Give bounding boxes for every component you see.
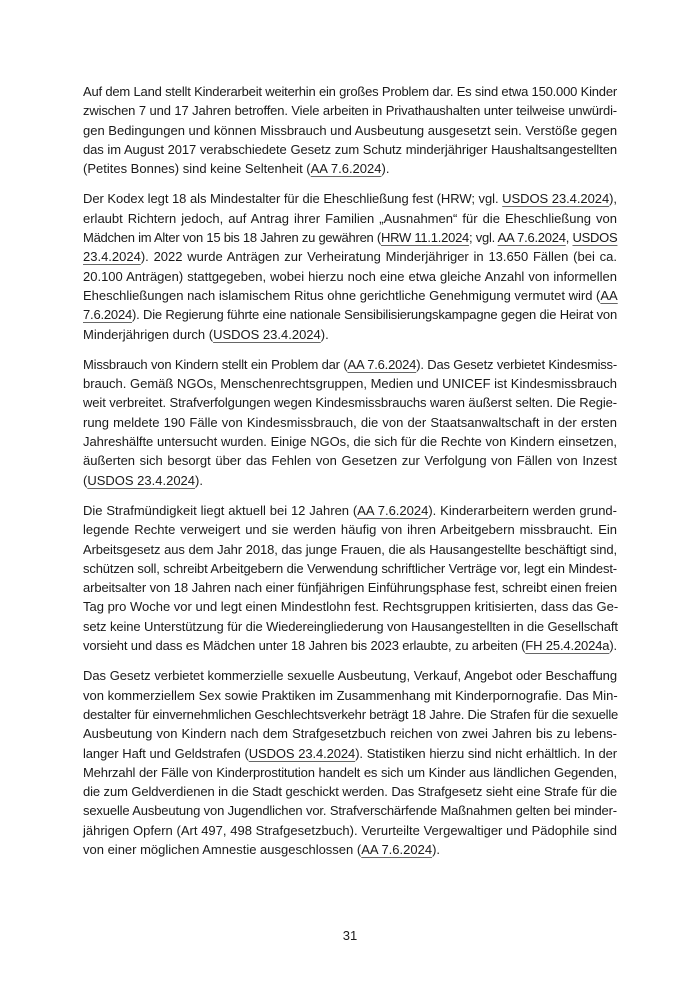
text-line bbox=[83, 559, 617, 578]
paragraph bbox=[83, 189, 617, 343]
page-number: 31 bbox=[342, 928, 358, 943]
text-line bbox=[83, 744, 617, 763]
text-line bbox=[83, 801, 617, 820]
text-line bbox=[83, 267, 617, 286]
citation-link[interactable]: 7.6.2024 bbox=[83, 307, 133, 323]
citation-link[interactable]: USDOS 23.4.2024 bbox=[248, 745, 356, 761]
text-line bbox=[83, 666, 617, 685]
citation-link[interactable]: AA 7.6.2024 bbox=[347, 356, 417, 372]
citation-link[interactable]: USDOS bbox=[572, 230, 618, 246]
paragraph bbox=[83, 666, 617, 859]
text-line bbox=[83, 159, 617, 178]
document-body bbox=[83, 82, 617, 870]
text-line bbox=[83, 121, 617, 140]
text-line bbox=[83, 617, 617, 636]
text-segment: von einer möglichen Amnestie ausgeschlossen ( bbox=[83, 841, 362, 857]
paragraph bbox=[83, 82, 617, 178]
text-line bbox=[83, 82, 617, 101]
text-line bbox=[83, 597, 617, 616]
citation-link[interactable]: 23.4.2024 bbox=[83, 249, 141, 265]
text-segment: ). Statistiken hierzu sind nicht erhältlich. In der bbox=[355, 745, 617, 761]
text-segment: (Petites Bonnes) sind keine Seltenheit ( bbox=[83, 161, 311, 177]
text-segment: ). bbox=[432, 841, 441, 857]
text-segment: legende Rechte verweigert und sie werden häufig von ihren Arbeitgebern missbraucht. Ein bbox=[83, 522, 617, 538]
citation-link[interactable]: AA 7.6.2024 bbox=[310, 161, 382, 177]
citation-link[interactable]: FH 25.4.2024a bbox=[525, 638, 610, 654]
text-segment: das im August 2017 verabschiedete Gesetz zum Schutz minderjähriger Haushaltsangestellten bbox=[83, 141, 617, 157]
text-segment: Auf dem Land stellt Kinderarbeit weiterhin ein großes Problem dar. Es sind etwa 150.000 Kinder bbox=[83, 84, 617, 99]
text-segment: Mehrzahl der Fälle von Kinderprostitution handelt es sich um Kinder aus ländlichen Gegenden, bbox=[83, 764, 617, 780]
text-line bbox=[83, 520, 617, 539]
text-segment: von kommerziellem Sex sowie Praktiken im Zusammenhang mit Kinderpornografie. Das Min- bbox=[83, 687, 618, 703]
citation-link[interactable]: HRW 11.1.2024 bbox=[380, 230, 470, 246]
text-segment: Tag pro Woche vor und legt einen Mindestlohn fest. Rechtsgruppen kritisierten, dass das Ge- bbox=[83, 599, 619, 615]
text-line bbox=[83, 471, 617, 490]
text-segment: 20.100 Anträgen) stattgegeben, wobei hierzu noch eine etwa gleiche Anzahl von informellen bbox=[83, 268, 617, 284]
citation-link[interactable]: AA 7.6.2024 bbox=[361, 841, 433, 857]
text-segment: ). Kinderarbeitern werden grund- bbox=[428, 502, 617, 518]
text-segment: ). bbox=[195, 472, 203, 488]
text-segment: äußerten sich besorgt über das Fehlen von Gesetzen zur Verfolgung von Fällen von Inzest bbox=[83, 453, 617, 469]
text-segment: Ausbeutung von Kindern nach dem Strafgesetzbuch reichen von zwei Jahren bis zu lebens- bbox=[83, 726, 617, 742]
paragraph bbox=[83, 501, 617, 655]
text-line bbox=[83, 286, 617, 305]
text-segment: Missbrauch von Kindern stellt ein Problem dar ( bbox=[83, 356, 348, 372]
text-segment: schützen soll, schreibt Arbeitgebern die Verwendung schriftlicher Verträge vor, legt ein Mindest- bbox=[83, 560, 617, 576]
text-line bbox=[83, 209, 617, 228]
text-segment: langer Haft und Geldstrafen ( bbox=[83, 745, 249, 761]
citation-link[interactable]: AA bbox=[600, 287, 618, 303]
text-segment: destalter für einvernehmlichen Geschlechtsverkehr beträgt 18 Jahre. Die Strafen für die sexuelle bbox=[83, 706, 619, 722]
text-line bbox=[83, 578, 617, 597]
text-segment: sexuelle Ausbeutung von Jugendlichen vor. Strafverschärfende Maßnahmen gelten bei minder- bbox=[83, 803, 617, 819]
text-segment: ). bbox=[609, 638, 618, 654]
text-segment: ). bbox=[320, 326, 329, 342]
text-line bbox=[83, 686, 617, 705]
text-segment: ). Das Gesetz verbietet Kindesmiss- bbox=[416, 356, 617, 372]
text-line bbox=[83, 413, 617, 432]
text-segment: Minderjährigen durch ( bbox=[83, 326, 214, 342]
text-line bbox=[83, 228, 617, 247]
text-segment: Arbeitsgesetz aus dem Jahr 2018, das junge Frauen, die als Hausangestellte beschäftigt sind, bbox=[83, 541, 617, 557]
paragraph bbox=[83, 355, 617, 490]
citation-link[interactable]: USDOS 23.4.2024 bbox=[213, 326, 321, 342]
text-segment: brauch. Gemäß NGOs, Menschenrechtsgruppen, Medien und UNICEF ist Kindesmissbrauch bbox=[83, 376, 617, 392]
text-line bbox=[83, 393, 617, 412]
text-segment: ). bbox=[381, 161, 390, 177]
text-line bbox=[83, 763, 617, 782]
text-segment: erlaubt Richtern jedoch, auf Antrag ihrer Familien „Ausnahmen“ für die Eheschließung von bbox=[83, 210, 617, 226]
text-segment: ( bbox=[83, 472, 88, 488]
text-line bbox=[83, 724, 617, 743]
citation-link[interactable]: AA 7.6.2024 bbox=[497, 230, 566, 246]
text-segment: arbeitsalter von 18 Jahren nach einer fünfjährigen Einführungsphase fest, schreibt einen freien bbox=[83, 580, 617, 596]
text-segment: rung meldete 190 Fälle von Kindesmissbrauch, die von der Staatsanwaltschaft in der ersten bbox=[83, 414, 617, 430]
text-segment: die zum Geldverdienen in die Stadt geschickt werden. Das Strafgesetz sieht eine Strafe für die bbox=[83, 784, 618, 800]
text-line bbox=[83, 782, 617, 801]
text-line bbox=[83, 305, 617, 324]
text-segment: , bbox=[565, 230, 573, 246]
text-segment: ). Die Regierung führte eine nationale Sensibilisierungskampagne gegen die Heirat von bbox=[132, 307, 617, 323]
text-line bbox=[83, 840, 617, 859]
text-segment: gen Bedingungen und können Missbrauch und Ausbeutung ausgesetzt sein. Verstöße gegen bbox=[83, 122, 618, 138]
text-line bbox=[83, 501, 617, 520]
text-segment: Die Strafmündigkeit liegt aktuell bei 12 Jahren ( bbox=[83, 502, 358, 518]
text-segment: Jahreshälfte untersucht wurden. Einige NGOs, die sich für die Rechte von Kindern einsetzen, bbox=[83, 434, 617, 450]
citation-link[interactable]: USDOS 23.4.2024 bbox=[502, 191, 610, 207]
text-segment: Mädchen im Alter von 15 bis 18 Jahren zu gewähren ( bbox=[83, 230, 381, 246]
text-line bbox=[83, 355, 617, 374]
text-line bbox=[83, 140, 617, 159]
text-line bbox=[83, 374, 617, 393]
text-segment: zwischen 7 und 17 Jahren betroffen. Viele arbeiten in Privathaushalten unter teilweise unwürdi- bbox=[83, 103, 617, 119]
text-line bbox=[83, 189, 617, 208]
text-line bbox=[83, 432, 617, 451]
citation-link[interactable]: AA 7.6.2024 bbox=[357, 502, 429, 518]
text-line bbox=[83, 636, 617, 655]
text-segment: Eheschließungen nach islamischem Ritus ohne gerichtliche Genehmigung vermutet wird ( bbox=[83, 287, 601, 303]
text-line bbox=[83, 451, 617, 470]
text-segment: jährigen Opfern (Art 497, 498 Strafgesetzbuch). Verurteilte Vergewaltiger und Pädophile sind bbox=[83, 822, 617, 838]
text-segment: ). 2022 wurde Anträgen zur Verheiratung Minderjähriger in 13.650 Fällen (bei ca. bbox=[140, 249, 617, 265]
text-line bbox=[83, 540, 617, 559]
text-segment: Das Gesetz verbietet kommerzielle sexuelle Ausbeutung, Verkauf, Angebot oder Beschaffung bbox=[83, 668, 617, 684]
citation-link[interactable]: USDOS 23.4.2024 bbox=[87, 472, 196, 488]
text-segment: weit verbreitet. Strafverfolgungen wegen Kindesmissbrauchs waren äußerst selten. Die Regie- bbox=[83, 395, 617, 411]
text-line bbox=[83, 101, 617, 120]
text-line bbox=[83, 325, 617, 344]
text-segment: ; vgl. bbox=[469, 230, 498, 246]
text-line bbox=[83, 247, 617, 266]
text-segment: vorsieht und dass es Mädchen unter 18 Jahren bis 2023 erlaubte, zu arbeiten ( bbox=[83, 638, 526, 654]
text-line bbox=[83, 705, 617, 724]
text-line bbox=[83, 821, 617, 840]
text-segment: Der Kodex legt 18 als Mindestalter für die Eheschließung fest (HRW; vgl. bbox=[83, 191, 503, 207]
text-segment: setz keine Unterstützung für die Wiedereingliederung von Hausangestellten in die Gesellschaft bbox=[83, 618, 618, 634]
text-segment: ), bbox=[609, 191, 617, 207]
